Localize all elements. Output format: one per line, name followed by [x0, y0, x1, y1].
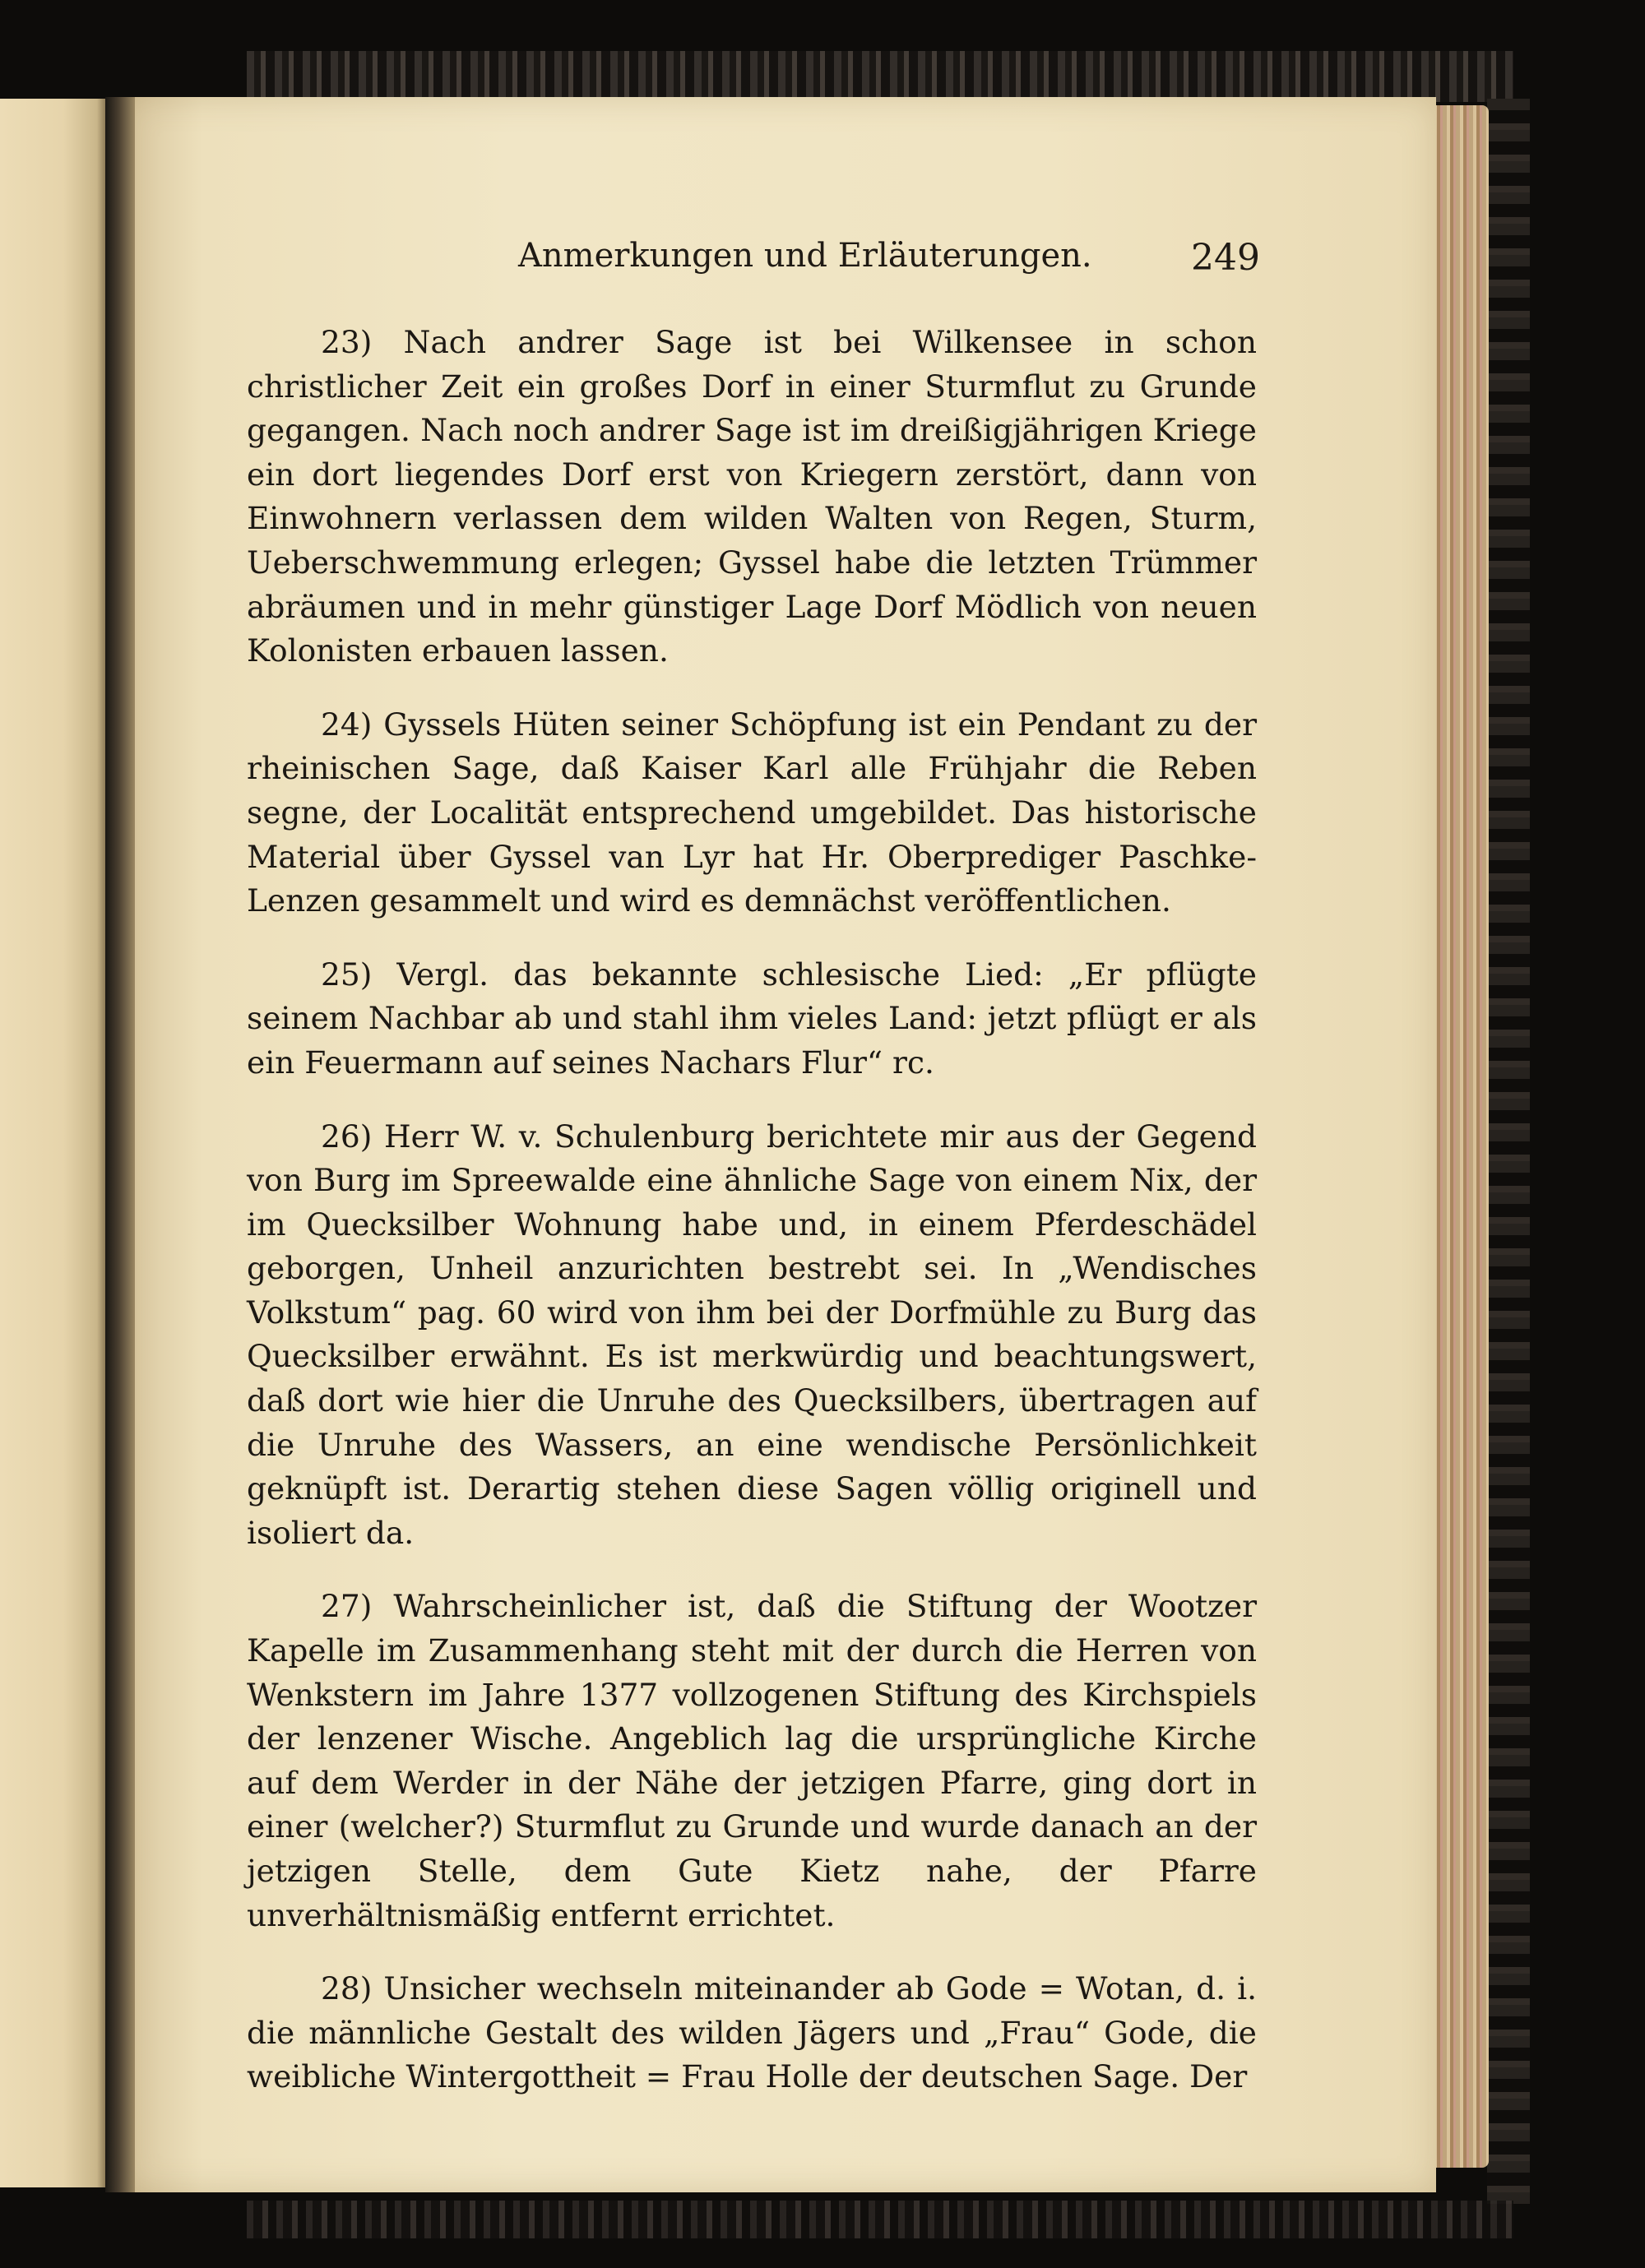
- note-number: 24): [321, 706, 373, 743]
- note-26: [247, 1115, 1257, 1556]
- running-title: Anmerkungen und Erläuterungen.: [518, 237, 1092, 275]
- page-number: 249: [1191, 237, 1260, 279]
- book-binding-top: [247, 51, 1513, 102]
- page-header: [257, 237, 1260, 286]
- note-25: [247, 953, 1257, 1085]
- note-number: 25): [321, 956, 373, 993]
- note-27: [247, 1585, 1257, 1937]
- note-23: [247, 321, 1257, 673]
- facing-page-edge: [0, 99, 105, 2187]
- note-text: Unsicher wechseln miteinander ab Gode = Wotan, d. i. die männliche Gestalt des wilden Jägers und „Frau“ Gode, die weibliche Wintergottheit = Frau Holle der deutschen Sage. Der: [247, 1970, 1258, 2095]
- page-gutter: [105, 97, 135, 2192]
- note-24: [247, 703, 1257, 923]
- note-number: 23): [321, 324, 373, 360]
- note-number: 27): [321, 1588, 373, 1625]
- note-text: Nach andrer Sage ist bei Wilkensee in schon christlicher Zeit ein großes Dorf in einer Sturmflut zu Grunde gegangen. Nach noch andrer Sage ist im dreißigjährigen Kriege ein dort liegendes Dorf erst von Kriegern zerstört, dann von Einwohnern verlassen dem wilden Walten von Regen, Sturm, Ueberschwemmung erlegen; Gyssel habe die letzten Trümmer abräumen und in mehr günstiger Lage Dorf Mödlich von neuen Kolonisten erbauen lassen.: [247, 324, 1258, 669]
- notes-body: [247, 321, 1257, 2129]
- note-text: Vergl. das bekannte schlesische Lied: „Er pflügte seinem Nachbar ab und stahl ihm vieles Land: jetzt pflügt er als ein Feuermann auf seines Nachars Flur“ rc.: [247, 956, 1257, 1081]
- note-text: Gyssels Hüten seiner Schöpfung ist ein Pendant zu der rheinischen Sage, daß Kaiser Karl alle Frühjahr die Reben segne, der Localität entsprechend umgebildet. Das historische Material über Gyssel van Lyr hat Hr. Oberprediger Paschke-Lenzen gesammelt und wird es demnächst veröffentlichen.: [247, 706, 1258, 919]
- book-binding-edge: [1487, 99, 1530, 2204]
- note-number: 28): [321, 1970, 373, 2007]
- book-binding-bottom: [247, 2201, 1513, 2238]
- note-text: Wahrscheinlicher ist, daß die Stiftung der Wootzer Kapelle im Zusammenhang steht mit der durch die Herren von Wenkstern im Jahre 1377 vollzogenen Stiftung des Kirchspiels der lenzener Wische. Angeblich lag die ursprüngliche Kirche auf dem Werder in der Nähe der jetzigen Pfarre, ging dort in einer (welcher?) Sturmflut zu Grunde und wurde danach an der jetzigen Stelle, dem Gute Kietz nahe, der Pfarre unverhältnismäßig entfernt errichtet.: [247, 1588, 1258, 1933]
- note-number: 26): [321, 1118, 373, 1155]
- note-28: [247, 1967, 1257, 2099]
- note-text: Herr W. v. Schulenburg berichtete mir aus der Gegend von Burg im Spreewalde eine ähnliche Sage von einem Nix, der im Quecksilber Wohnung habe und, in einem Pferdeschädel geborgen, Unheil anzurichten bestrebt sei. In „Wendisches Volkstum“ pag. 60 wird von ihm bei der Dorfmühle zu Burg das Quecksilber erwähnt. Es ist merkwürdig und beachtungswert, daß dort wie hier die Unruhe des Quecksilbers, übertragen auf die Unruhe des Wassers, an eine wendische Persönlichkeit geknüpft ist. Derartig stehen diese Sagen völlig originell und isoliert da.: [247, 1118, 1258, 1551]
